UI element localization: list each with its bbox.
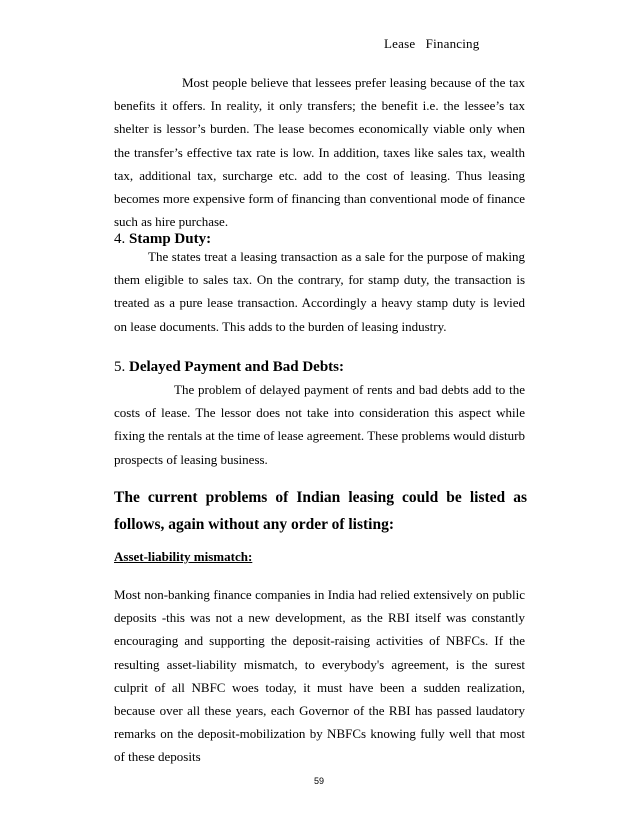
heading-number: 4. [114,231,126,247]
heading-current-problems: The current problems of Indian leasing could be listed as follows, again without any order of listing: [114,489,527,533]
paragraph-tax: Most people believe that lessees prefer leasing because of the tax benefits it offers. In reality, it only transfers; the benefit i.e. the lessee’s tax shelter is lessor’s burden. The lease becomes economically viable only when the transfer’s effective tax rate is low. In addition, taxes like sales tax, wealth tax, additional tax, surcharge etc. add to the cost of leasing. Thus leasing becomes more expensive form of financing than conventional mode of finance such as hire purchase. [114,75,525,230]
running-header: Lease Financing [384,36,480,51]
paragraph-asset-liability: Most non-banking finance companies in India had relied extensively on public deposits -this was not a new development, as the RBI itself was constantly encouraging and supporting the deposit-raising activities of NBFCs. If the resulting asset-liability mismatch, to everybody's agreement, is the surest culprit of all NBFC woes today, it must have been a sudden realization, because over all these years, each Governor of the RBI has passed laudatory remarks on the deposit-mobilization by NBFCs knowing fully well that most of these deposits [114,587,525,765]
heading-number: 5. [114,359,126,375]
heading-title: Delayed Payment and Bad Debts: [129,359,345,375]
heading-delayed-payment [114,357,344,377]
paragraph-stamp-duty: The states treat a leasing transaction as a sale for the purpose of making them eligible to sales tax. On the contrary, for stamp duty, the transaction is treated as a pure lease transaction. Accordingly a heavy stamp duty is levied on lease documents. This adds to the burden of leasing industry. [114,249,525,334]
paragraph-delayed-payment: The problem of delayed payment of rents and bad debts add to the costs of lease. The lessor does not take into consideration this aspect while fixing the rentals at the time of lease agreement. These problems would disturb prospects of leasing business. [114,382,525,467]
heading-title: Stamp Duty: [129,231,212,247]
subheading-asset-liability: Asset-liability mismatch: [114,549,253,564]
page-number: 59 [313,776,324,786]
